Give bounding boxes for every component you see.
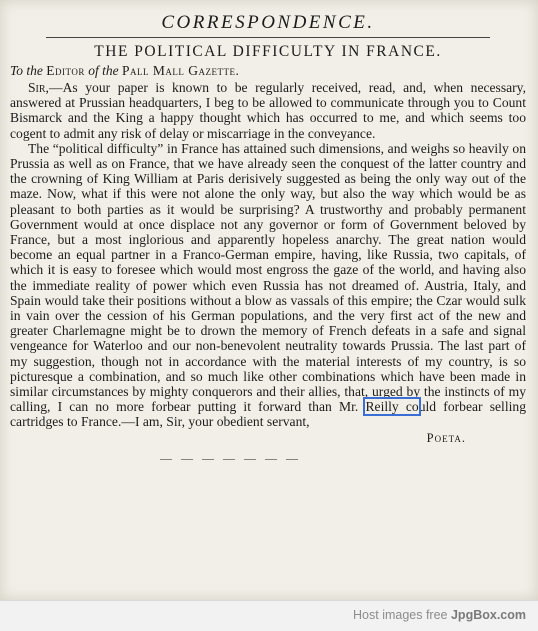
addressee-line — [10, 62, 526, 79]
paragraph-2-text: The “political difficulty” in France has attained such dimensions, and weighs so heavily on Prussia as well as on France, that we have already seen the conquest of the latter country and the crowning of King William at Paris derisively suggested as being the only way out of the maze. Now, what if this were not alone the only way, but also the way which would be as pleasant to both parties as it would be surprising? A trustworthy and probably permanent Government would at once displace not any governor or form of Government beloved by France, but a most inglorious and apparently hopeless anarchy. The great nation would become an equal partner in a Franco-German empire, having, like Russia, two capitals, of which it is easy to foresee which would most engross the gaze of the world, and having also the immediate reality of power which even Russia has not dreamed of. Austria, Italy, and Spain would take their positions without a blow as vassals of this empire; the Czar would sulk in vain over the cession of his German populations, and the very first act of the new and greater Charlemagne might be to drown the memory of French defeats in a safe and signal vengeance for Waterloo and our non-benevolent neutrality towards Prussia. The last part of my suggestion, though not in accordance with the material interests of my country, is so picturesque a combination, and so much like other combinations which have been made in similar circumstances by mighty conquerors and their allies, that, urged by the instincts of my calling, I can no more forbear putting it forward than Mr. — [10, 140, 526, 415]
letter-body — [10, 80, 526, 430]
addressee-of: of the — [88, 63, 119, 78]
signature: Poeta. — [426, 430, 466, 445]
letter-paragraph-2 — [10, 141, 526, 430]
section-title: CORRESPONDENCE. — [161, 12, 375, 33]
title-divider — [46, 37, 490, 38]
highlighted-word: Reilly co — [365, 399, 419, 415]
salutation: Sir, — [28, 80, 49, 95]
addressee-prefix: To the — [10, 63, 43, 78]
footer-bar — [0, 600, 538, 631]
watermark[interactable] — [353, 608, 526, 622]
addressee-editor: Editor — [46, 63, 85, 78]
paragraph-2-ending: uld forbear selling cartridges to France.—I am, Sir, your obedient servant, — [10, 399, 526, 430]
article-title: THE POLITICAL DIFFICULTY IN FRANCE. — [94, 43, 442, 60]
addressee-paper: Pall Mall Gazette. — [121, 63, 240, 78]
watermark-brand[interactable]: JpgBox.com — [450, 608, 526, 622]
next-article-heading-cutoff: — — — — — — — — [160, 450, 301, 465]
watermark-prefix: Host images free — [353, 608, 451, 622]
letter-paragraph-1 — [10, 80, 526, 141]
paragraph-1-text: —As your paper is known to be regularly received, read, and, when necessary, answered at Prussian headquarters, I beg to be allowed to communicate through you to Count Bismarck and the King a happy thought which has occurred to me, and which seems too cogent to admit any risk of delay or miscarriage in the conveyance. — [10, 80, 526, 141]
